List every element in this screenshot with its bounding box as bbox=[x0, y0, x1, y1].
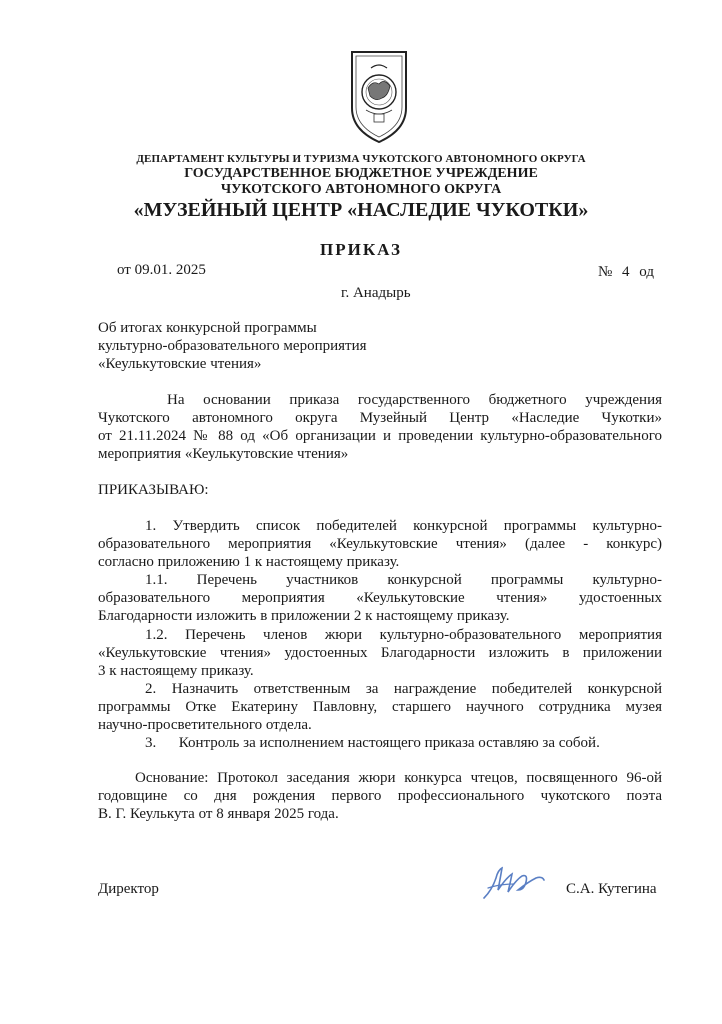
institution-line-1: ГОСУДАРСТВЕННОЕ БЮДЖЕТНОЕ УЧРЕЖДЕНИЕ bbox=[184, 166, 538, 181]
preamble-line: На основании приказа государственного бюджетного учреждения bbox=[167, 392, 662, 408]
item-line: 1.2. Перечень членов жюри культурно-образовательного мероприятия bbox=[145, 627, 662, 643]
subject-line: «Кеулькутовские чтения» bbox=[98, 356, 262, 372]
item-line: 1. Утвердить список победителей конкурсной программы культурно- bbox=[145, 518, 662, 534]
subject-line: культурно-образовательного мероприятия bbox=[98, 338, 367, 354]
item-line: 3. Контроль за исполнением настоящего приказа оставляю за собой. bbox=[145, 735, 600, 751]
item-line: образовательного мероприятия «Кеулькутовские чтения» удостоенных bbox=[98, 590, 662, 606]
order-number: № 4 од bbox=[598, 264, 655, 280]
preamble-line: от 21.11.2024 № 88 од «Об организации и проведении культурно-образовательного bbox=[98, 428, 662, 444]
order-date: от 09.01. 2025 bbox=[117, 262, 206, 278]
item-line: образовательного мероприятия «Кеулькутовские чтения» (далее - конкурс) bbox=[98, 536, 662, 552]
coat-of-arms-emblem bbox=[348, 48, 410, 146]
item-line: 3 к настоящему приказу. bbox=[98, 663, 254, 679]
signatory-name: С.А. Кутегина bbox=[566, 881, 657, 897]
document-title: ПРИКАЗ bbox=[320, 240, 402, 259]
basis-line: Основание: Протокол заседания жюри конкурса чтецов, посвященного 96-ой bbox=[135, 770, 662, 786]
item-line: согласно приложению 1 к настоящему приказу. bbox=[98, 554, 400, 570]
institution-line-2: ЧУКОТСКОГО АВТОНОМНОГО ОКРУГА bbox=[220, 182, 502, 197]
item-line: 2. Назначить ответственным за награждение победителей конкурсной bbox=[145, 681, 662, 697]
department-name: ДЕПАРТАМЕНТ КУЛЬТУРЫ И ТУРИЗМА ЧУКОТСКОГО АВТОНОМНОГО ОКРУГА bbox=[136, 153, 586, 165]
order-city: г. Анадырь bbox=[341, 285, 411, 301]
preamble-line: Чукотского автономного округа Музейный Центр «Наследие Чукотки» bbox=[98, 410, 662, 426]
item-line: Благодарности изложить в приложении 2 к настоящему приказу. bbox=[98, 608, 510, 624]
order-word: ПРИКАЗЫВАЮ: bbox=[98, 482, 209, 498]
basis-line: годовщине со дня рождения первого профессионального чукотского поэта bbox=[98, 788, 662, 804]
signatory-position: Директор bbox=[98, 881, 159, 897]
preamble-line: мероприятия «Кеулькутовские чтения» bbox=[98, 446, 349, 462]
item-line: программы Отке Екатерину Павловну, старшего научного сотрудника музея bbox=[98, 699, 662, 715]
museum-name: «МУЗЕЙНЫЙ ЦЕНТР «НАСЛЕДИЕ ЧУКОТКИ» bbox=[133, 199, 589, 221]
item-line: «Кеулькутовские чтения» удостоенных Благодарности изложить в приложении bbox=[98, 645, 662, 661]
item-line: 1.1. Перечень участников конкурсной программы культурно- bbox=[145, 572, 662, 588]
item-line: научно-просветительного отдела. bbox=[98, 717, 312, 733]
basis-line: В. Г. Кеулькута от 8 января 2025 года. bbox=[98, 806, 339, 822]
subject-line: Об итогах конкурсной программы bbox=[98, 320, 317, 336]
handwritten-signature bbox=[478, 860, 552, 904]
